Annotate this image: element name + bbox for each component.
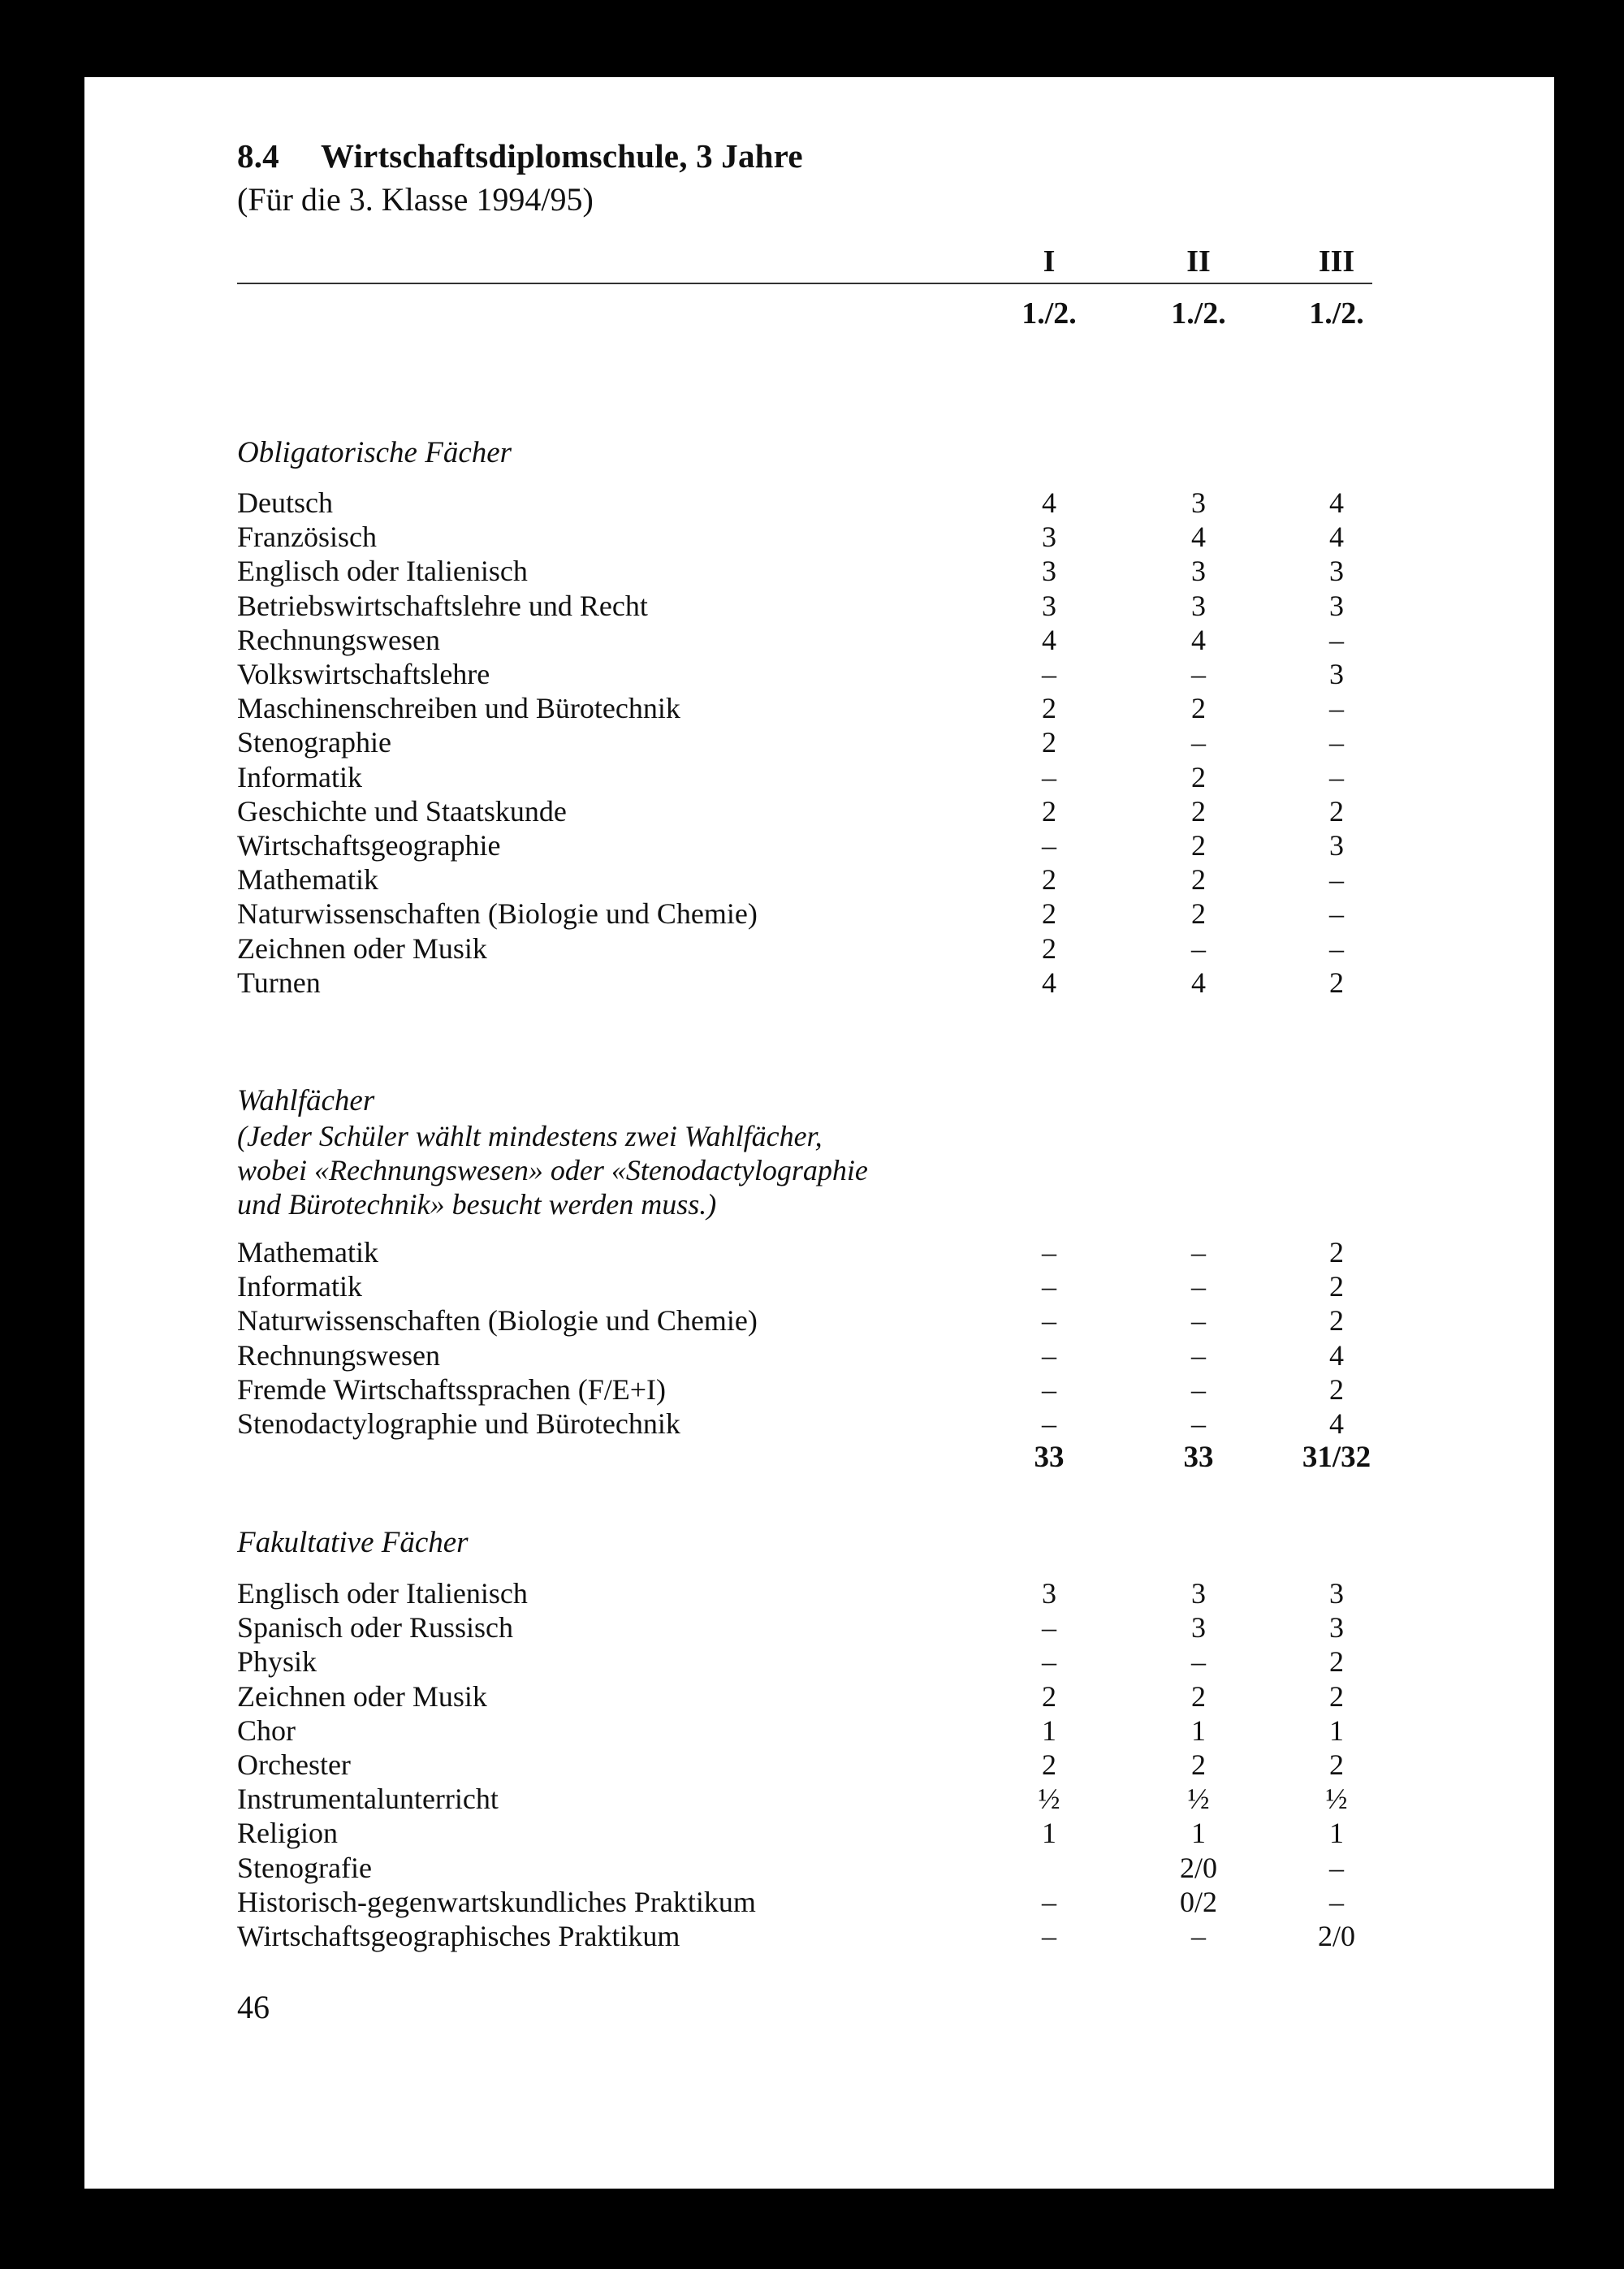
- hours-year-1: 2: [1042, 1748, 1056, 1781]
- subject-label: Historisch-gegenwartskundliches Praktikum: [237, 1885, 756, 1918]
- hours-year-3: 2: [1329, 1270, 1344, 1303]
- table-row: [237, 520, 1390, 554]
- hours-year-3: 2: [1329, 966, 1344, 999]
- table-row: [237, 691, 1390, 725]
- hours-year-2: 3: [1191, 589, 1206, 622]
- table-row: [237, 1372, 1390, 1407]
- hours-year-1: –: [1042, 658, 1056, 690]
- hours-year-1: 1: [1042, 1817, 1056, 1850]
- table-row: [237, 1610, 1390, 1644]
- table-row: [237, 1338, 1390, 1372]
- header-rule: [237, 283, 1372, 284]
- subject-label: Orchester: [237, 1748, 351, 1781]
- hours-year-2: 2/0: [1179, 1851, 1217, 1884]
- subject-label: Zeichnen oder Musik: [237, 931, 487, 965]
- column-header-year-1: I: [1043, 244, 1056, 279]
- hours-year-3: 4: [1329, 1338, 1344, 1372]
- table-row: [237, 828, 1390, 862]
- subject-label: Physik: [237, 1645, 317, 1679]
- subject-label: Englisch oder Italienisch: [237, 555, 528, 588]
- hours-year-1: –: [1042, 1338, 1056, 1372]
- subject-label: Zeichnen oder Musik: [237, 1679, 487, 1713]
- totals-row: [237, 1441, 1390, 1475]
- hours-year-2: 3: [1191, 1577, 1206, 1610]
- table-row: [237, 1851, 1390, 1885]
- table-row: [237, 554, 1390, 588]
- hours-year-2: 1: [1191, 1714, 1206, 1747]
- table-row: [237, 1269, 1390, 1303]
- table-row: [237, 897, 1390, 931]
- hours-year-3: 4: [1329, 521, 1344, 554]
- hours-year-3: 2: [1329, 794, 1344, 828]
- hours-year-1: 4: [1042, 966, 1056, 999]
- hours-year-2: –: [1191, 1372, 1206, 1406]
- hours-year-1: 3: [1042, 555, 1056, 588]
- hours-year-3: –: [1329, 931, 1344, 965]
- hours-year-2: 4: [1191, 966, 1206, 999]
- semester-header-1: 1./2.: [1021, 296, 1077, 331]
- table-row: [237, 1816, 1390, 1850]
- hours-year-3: 2: [1329, 1304, 1344, 1338]
- subject-label: Naturwissenschaften (Biologie und Chemie): [237, 1304, 758, 1338]
- section-number: 8.4: [237, 137, 279, 175]
- table-row: [237, 1303, 1390, 1338]
- subject-label: Rechnungswesen: [237, 623, 440, 656]
- hours-year-2: –: [1191, 1338, 1206, 1372]
- hours-year-3: –: [1329, 692, 1344, 725]
- hours-year-2: 2: [1191, 692, 1206, 725]
- table-row: [237, 1919, 1390, 1953]
- hours-year-2: 2: [1191, 760, 1206, 793]
- table-row: [237, 623, 1390, 657]
- hours-year-3: ½: [1325, 1783, 1348, 1816]
- hours-year-1: 4: [1042, 623, 1056, 656]
- hours-year-3: –: [1329, 897, 1344, 931]
- hours-year-2: ½: [1187, 1783, 1210, 1816]
- hours-year-2: 0/2: [1179, 1885, 1217, 1918]
- table-row: [237, 1679, 1390, 1714]
- hours-year-3: 4: [1329, 1407, 1344, 1440]
- hours-year-2: –: [1191, 1645, 1206, 1679]
- column-header-year-3: III: [1318, 244, 1355, 279]
- hours-year-2: 3: [1191, 555, 1206, 588]
- hours-year-1: 2: [1042, 692, 1056, 725]
- elective-note-line: und Bürotechnik» besucht werden muss.): [237, 1188, 717, 1221]
- section-title: Wirtschaftsdiplomschule, 3 Jahre: [321, 137, 803, 175]
- hours-year-1: 4: [1042, 486, 1056, 519]
- subject-label: Stenographie: [237, 726, 391, 759]
- subject-label: Naturwissenschaften (Biologie und Chemie): [237, 897, 758, 931]
- subject-label: Wirtschaftsgeographie: [237, 829, 501, 862]
- hours-year-1: –: [1042, 760, 1056, 793]
- hours-year-1: 1: [1042, 1714, 1056, 1747]
- hours-year-3: 2: [1329, 1679, 1344, 1713]
- table-row: [237, 966, 1390, 1000]
- table-row: [237, 486, 1390, 520]
- subject-label: Informatik: [237, 1270, 362, 1303]
- hours-year-2: 3: [1191, 1611, 1206, 1644]
- subject-label: Religion: [237, 1817, 338, 1850]
- subject-label: Volkswirtschaftslehre: [237, 658, 490, 690]
- optional-subjects-title: Fakultative Fächer: [237, 1526, 469, 1559]
- hours-year-2: 4: [1191, 521, 1206, 554]
- hours-year-2: 2: [1191, 1748, 1206, 1781]
- table-row: [237, 725, 1390, 759]
- hours-year-1: ½: [1038, 1783, 1060, 1816]
- table-row: [237, 589, 1390, 623]
- elective-note-line: wobei «Rechnungswesen» oder «Stenodactylographie: [237, 1154, 868, 1186]
- hours-year-3: –: [1329, 623, 1344, 656]
- hours-year-1: 2: [1042, 897, 1056, 931]
- hours-year-3: 3: [1329, 658, 1344, 690]
- hours-year-3: 2/0: [1317, 1920, 1355, 1952]
- hours-year-1: 2: [1042, 794, 1056, 828]
- page-number: 46: [237, 1989, 270, 2025]
- hours-year-2: –: [1191, 726, 1206, 759]
- subject-label: Spanisch oder Russisch: [237, 1611, 513, 1644]
- subject-label: Instrumentalunterricht: [237, 1783, 499, 1816]
- section-subtitle: (Für die 3. Klasse 1994/95): [237, 181, 594, 218]
- hours-year-3: 2: [1329, 1748, 1344, 1781]
- hours-year-1: –: [1042, 1270, 1056, 1303]
- hours-year-2: –: [1191, 931, 1206, 965]
- hours-year-1: 2: [1042, 863, 1056, 897]
- table-row: [237, 1748, 1390, 1782]
- hours-year-2: –: [1191, 1304, 1206, 1338]
- subject-label: Deutsch: [237, 486, 333, 519]
- subject-label: Englisch oder Italienisch: [237, 1577, 528, 1610]
- hours-year-1: 3: [1042, 589, 1056, 622]
- hours-year-3: 3: [1329, 1611, 1344, 1644]
- semester-header-3: 1./2.: [1309, 296, 1364, 331]
- table-row: [237, 1885, 1390, 1919]
- table-row: [237, 862, 1390, 897]
- elective-note-line: (Jeder Schüler wählt mindestens zwei Wahlfächer,: [237, 1120, 823, 1152]
- hours-year-3: –: [1329, 863, 1344, 897]
- table-row: [237, 1782, 1390, 1816]
- hours-year-3: –: [1329, 760, 1344, 793]
- hours-year-2: 2: [1191, 829, 1206, 862]
- subject-label: Französisch: [237, 521, 377, 554]
- hours-year-1: –: [1042, 1236, 1056, 1268]
- hours-year-1: –: [1042, 1885, 1056, 1918]
- hours-year-3: 2: [1329, 1372, 1344, 1406]
- hours-year-3: 3: [1329, 1577, 1344, 1610]
- hours-year-3: 2: [1329, 1645, 1344, 1679]
- hours-year-3: 3: [1329, 589, 1344, 622]
- hours-year-3: 1: [1329, 1817, 1344, 1850]
- hours-year-2: –: [1191, 1236, 1206, 1268]
- hours-year-1: 3: [1042, 1577, 1056, 1610]
- hours-year-3: 3: [1329, 555, 1344, 588]
- subject-label: Geschichte und Staatskunde: [237, 794, 567, 828]
- hours-year-3: 3: [1329, 829, 1344, 862]
- table-row: [237, 1407, 1390, 1441]
- subject-label: Turnen: [237, 966, 321, 999]
- subject-label: Stenodactylographie und Bürotechnik: [237, 1407, 680, 1440]
- hours-year-2: 4: [1191, 623, 1206, 656]
- obligatory-subjects-title: Obligatorische Fächer: [237, 436, 512, 469]
- table-row: [237, 1235, 1390, 1269]
- hours-year-2: 3: [1191, 486, 1206, 519]
- hours-year-1: –: [1042, 1920, 1056, 1952]
- subject-label: Fremde Wirtschaftssprachen (F/E+I): [237, 1372, 667, 1406]
- subject-label: Mathematik: [237, 863, 378, 897]
- hours-year-3: 1: [1329, 1714, 1344, 1747]
- hours-year-1: 2: [1042, 931, 1056, 965]
- hours-year-1: –: [1042, 1304, 1056, 1338]
- subject-label: Mathematik: [237, 1236, 378, 1268]
- elective-subjects-title: Wahlfächer: [237, 1084, 375, 1117]
- table-row: [237, 931, 1390, 966]
- hours-year-1: –: [1042, 1645, 1056, 1679]
- hours-year-1: 2: [1042, 726, 1056, 759]
- hours-year-2: 2: [1191, 897, 1206, 931]
- hours-year-1: 2: [1042, 1679, 1056, 1713]
- subject-label: Wirtschaftsgeographisches Praktikum: [237, 1920, 680, 1952]
- hours-year-3: –: [1329, 726, 1344, 759]
- subject-label: Chor: [237, 1714, 296, 1747]
- hours-year-1: –: [1042, 1611, 1056, 1644]
- table-row: [237, 794, 1390, 828]
- hours-year-3: 4: [1329, 486, 1344, 519]
- hours-year-2: –: [1191, 1920, 1206, 1952]
- table-row: [237, 1644, 1390, 1679]
- section-heading: [237, 136, 803, 175]
- hours-year-2: 2: [1191, 1679, 1206, 1713]
- hours-year-2: 2: [1191, 863, 1206, 897]
- subject-label: Betriebswirtschaftslehre und Recht: [237, 589, 648, 622]
- total-year-3: 31/32: [1302, 1441, 1371, 1474]
- hours-year-3: 2: [1329, 1236, 1344, 1268]
- hours-year-3: –: [1329, 1885, 1344, 1918]
- table-row: [237, 1714, 1390, 1748]
- hours-year-2: –: [1191, 1270, 1206, 1303]
- table-row: [237, 1576, 1390, 1610]
- subject-label: Stenografie: [237, 1851, 372, 1884]
- subject-label: Maschinenschreiben und Bürotechnik: [237, 692, 680, 725]
- subject-label: Informatik: [237, 760, 362, 793]
- hours-year-2: –: [1191, 1407, 1206, 1440]
- hours-year-1: –: [1042, 1372, 1056, 1406]
- hours-year-2: 1: [1191, 1817, 1206, 1850]
- subject-label: Rechnungswesen: [237, 1338, 440, 1372]
- column-header-year-2: II: [1186, 244, 1211, 279]
- table-row: [237, 760, 1390, 794]
- hours-year-2: –: [1191, 658, 1206, 690]
- table-row: [237, 657, 1390, 691]
- hours-year-1: –: [1042, 829, 1056, 862]
- semester-header-2: 1./2.: [1171, 296, 1226, 331]
- total-year-1: 33: [1034, 1441, 1065, 1474]
- total-year-2: 33: [1183, 1441, 1214, 1474]
- hours-year-1: –: [1042, 1407, 1056, 1440]
- hours-year-1: 3: [1042, 521, 1056, 554]
- hours-year-3: –: [1329, 1851, 1344, 1884]
- hours-year-2: 2: [1191, 794, 1206, 828]
